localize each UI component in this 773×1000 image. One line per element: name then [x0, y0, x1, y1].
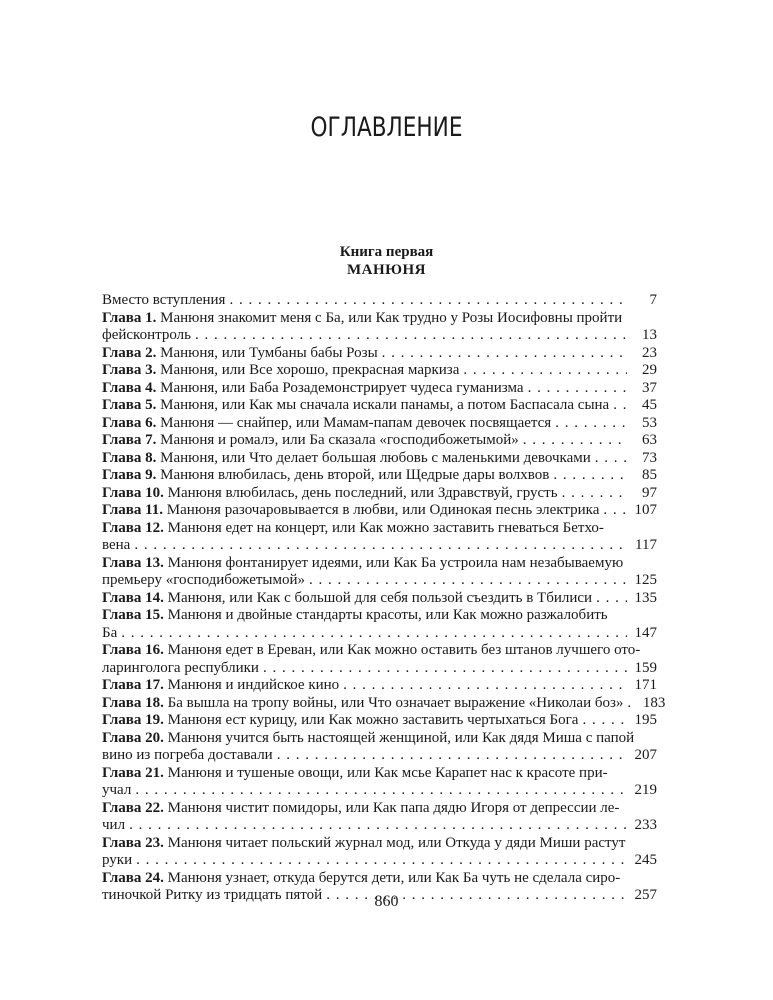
book-label: Книга первая — [339, 244, 434, 260]
leader-dots — [463, 362, 627, 380]
entry-page-number: 183 — [642, 694, 666, 711]
toc-entry-line — [102, 327, 657, 345]
toc-entry — [102, 292, 657, 310]
toc-entry — [102, 800, 657, 835]
entry-page-number: 125 — [634, 572, 657, 588]
chapter-title: Манюня влюбилась, день последний, или Здравствуй, грусть — [163, 484, 558, 501]
toc-entry — [102, 450, 657, 468]
entry-page-number: 117 — [635, 537, 657, 553]
toc-entry — [102, 555, 657, 590]
chapter-title: Манюня фонтанирует идеями, или Как Ба устроила нам незабываемую — [163, 554, 624, 571]
chapter-label: Глава 19. — [102, 712, 164, 728]
toc-entry-first-line — [102, 607, 657, 625]
leader-dots — [528, 380, 627, 398]
leader-dots — [613, 397, 627, 415]
chapter-label: Глава 16. — [102, 642, 164, 658]
toc-entry — [102, 642, 657, 677]
chapter-label: Глава 2. — [102, 344, 157, 361]
toc-entry — [102, 345, 657, 363]
leader-dots — [136, 852, 627, 870]
chapter-title: Ба вышла на тропу войны, или Что означает выражение «Николаи боз» — [163, 694, 624, 711]
chapter-title-continued: вена — [102, 537, 131, 553]
leader-dots — [309, 572, 627, 590]
chapter-label: Глава 10. — [102, 484, 164, 501]
entry-page-number: 29 — [642, 362, 657, 378]
chapter-label: Глава 6. — [102, 414, 157, 431]
page-title: ОГЛАВЛЕНИЕ — [310, 112, 463, 143]
toc-entry-text — [102, 415, 551, 433]
toc-entry-line — [102, 415, 657, 433]
toc-entry-first-line — [102, 870, 657, 888]
chapter-label: Глава 4. — [102, 379, 157, 396]
toc-entry-line — [102, 485, 657, 503]
chapter-label: Глава 11. — [102, 502, 164, 518]
chapter-title: Манюня и тушеные овощи, или Как мсье Карапет нас к красоте при- — [163, 764, 608, 781]
toc-entry — [102, 310, 657, 345]
toc-entry-first-line — [102, 835, 657, 853]
toc-entry-line — [102, 852, 657, 870]
toc-entry — [102, 467, 657, 485]
entry-page-number: 135 — [634, 589, 657, 606]
chapter-label: Глава 24. — [102, 869, 164, 886]
toc-entry — [102, 380, 657, 398]
chapter-label: Глава 20. — [102, 729, 164, 746]
chapter-title: Манюня едет в Ереван, или Как можно оставить без штанов лучшего ото- — [163, 642, 641, 658]
entry-page-number: 107 — [634, 502, 657, 518]
leader-dots — [582, 712, 627, 730]
chapter-title: Манюня, или Что делает большая любовь с маленькими девочками — [156, 449, 591, 466]
toc-entry-text — [102, 782, 131, 800]
toc-entry-line — [102, 397, 657, 415]
toc-entry-line — [102, 712, 657, 730]
entry-page-number: 37 — [642, 379, 657, 396]
toc-entry-line — [102, 694, 666, 713]
entry-page-number: 7 — [649, 292, 657, 308]
toc-entry — [102, 397, 657, 415]
leader-dots — [382, 345, 627, 363]
toc-entry-text — [102, 852, 132, 870]
toc-entry-line — [102, 677, 657, 695]
toc-entry — [102, 730, 657, 765]
toc-entry-text — [102, 677, 339, 695]
entry-page-number: 147 — [634, 624, 657, 641]
chapter-title-continued: ларинголога республики — [102, 659, 259, 676]
entry-page-number: 73 — [642, 449, 657, 466]
chapter-title: Манюня, или Тумбаны бабы Розы — [156, 344, 378, 361]
leader-dots — [195, 327, 627, 345]
table-of-contents — [102, 292, 666, 905]
toc-entry-text — [102, 397, 609, 415]
chapter-title: Манюня разочаровывается в любви, или Одинокая песнь электрика — [163, 502, 600, 518]
toc-entry-line — [102, 817, 657, 835]
chapter-title: Манюня, или Как с большой для себя пользой съездить в Тбилиси — [163, 589, 593, 606]
page-number: 860 — [374, 893, 399, 910]
leader-dots — [562, 485, 627, 503]
toc-entry-line — [102, 572, 657, 590]
entry-page-number: 159 — [634, 659, 657, 676]
chapter-label: Глава 22. — [102, 799, 164, 816]
chapter-label: Глава 7. — [102, 432, 157, 448]
entry-page-number: 23 — [642, 344, 657, 361]
toc-entry-text — [102, 660, 259, 678]
toc-entry-first-line — [102, 520, 657, 538]
leader-dots — [523, 432, 627, 450]
chapter-title: Манюня знакомит меня с Ба, или Как трудно у Розы Иосифовны пройти — [156, 309, 623, 326]
toc-entry-text — [102, 485, 558, 503]
toc-entry-text — [102, 450, 591, 468]
toc-entry-line — [102, 467, 657, 485]
toc-entry-first-line — [102, 310, 657, 328]
chapter-label: Глава 23. — [102, 834, 164, 851]
toc-entry — [102, 432, 657, 450]
toc-entry-line — [102, 502, 657, 520]
toc-entry-line — [102, 782, 657, 800]
toc-entry — [102, 765, 657, 800]
entry-page-number: 257 — [634, 887, 657, 903]
entry-page-number: 63 — [642, 432, 657, 448]
chapter-label: Глава 9. — [102, 467, 157, 483]
toc-entry-line — [102, 625, 657, 643]
toc-entry — [102, 590, 657, 608]
entry-page-number: 233 — [634, 817, 657, 833]
chapter-title-continued: учал — [102, 782, 132, 798]
chapter-label: Глава 21. — [102, 764, 164, 781]
toc-entry-text — [102, 432, 519, 450]
toc-entry — [102, 485, 657, 503]
leader-dots — [343, 677, 627, 695]
entry-page-number: 13 — [642, 327, 657, 343]
chapter-label: Глава 13. — [102, 554, 164, 571]
chapter-label: Глава 17. — [102, 677, 164, 693]
toc-entry-line — [102, 450, 657, 468]
entry-page-number: 245 — [634, 852, 657, 868]
toc-entry — [102, 677, 657, 695]
chapter-title-continued: Ба — [102, 624, 118, 641]
chapter-title: Манюня учится быть настоящей женщиной, или Как дядя Миша с папой — [163, 729, 635, 746]
chapter-title-continued: премьеру «господибожетымой» — [102, 572, 306, 588]
chapter-label: Глава 15. — [102, 607, 164, 623]
entry-page-number: 207 — [634, 747, 657, 763]
leader-dots — [121, 625, 627, 643]
chapter-title-continued: фейсконтроль — [102, 327, 191, 343]
chapter-label: Глава 8. — [102, 449, 157, 466]
toc-entry-line — [102, 362, 657, 380]
toc-entry-text — [102, 712, 578, 730]
toc-entry-text — [102, 625, 117, 643]
leader-dots — [135, 782, 627, 800]
chapter-title: Манюня — снайпер, или Мамам-папам девочек посвящается — [156, 414, 552, 431]
toc-entry-first-line — [102, 730, 657, 748]
leader-dots — [134, 537, 627, 555]
chapter-title-continued: руки — [102, 852, 133, 868]
toc-entry-text — [102, 327, 191, 345]
toc-entry-text — [102, 502, 599, 520]
toc-entry-first-line — [102, 765, 657, 783]
leader-dots — [603, 502, 627, 520]
chapter-title: Манюня, или Баба Розадемонстрирует чудеса гуманизма — [156, 379, 524, 396]
book-name: МАНЮНЯ — [346, 262, 427, 278]
chapter-title: Манюня чистит помидоры, или Как папа дядю Игоря от депрессии ле- — [163, 799, 620, 816]
toc-entry-text — [102, 362, 459, 380]
toc-entry-text — [102, 467, 549, 485]
toc-entry-text — [102, 380, 524, 398]
toc-entry-text — [102, 747, 273, 765]
chapter-title-continued: чил — [102, 817, 126, 833]
leader-dots — [263, 660, 627, 678]
chapter-title: Манюня, или Как мы сначала искали панамы, а потом Баспасала сына — [156, 397, 610, 413]
toc-entry — [102, 607, 657, 642]
chapter-label: Глава 5. — [102, 397, 157, 413]
leader-dots — [277, 747, 627, 765]
leader-dots — [596, 590, 627, 608]
chapter-title-continued: тиночкой Ритку из тридцать пятой — [102, 887, 323, 903]
toc-entry-line — [102, 292, 657, 310]
toc-entry-line — [102, 660, 657, 678]
chapter-title: Манюня, или Все хорошо, прекрасная маркиза — [156, 362, 460, 378]
toc-entry — [102, 362, 657, 380]
chapter-label: Глава 18. — [102, 694, 164, 711]
toc-entry-first-line — [102, 642, 657, 660]
entry-page-number: 171 — [634, 677, 657, 693]
toc-entry-line — [102, 432, 657, 450]
chapter-title: Манюня читает польский журнал мод, или Откуда у дяди Миши растут — [163, 834, 626, 851]
leader-dots — [129, 817, 627, 835]
chapter-title: Манюня влюбилась, день второй, или Щедрые дары волхвов — [156, 467, 550, 483]
entry-page-number: 219 — [634, 782, 657, 798]
chapter-title: Вместо вступления — [102, 292, 226, 308]
leader-dots — [553, 467, 627, 485]
toc-entry-line — [102, 537, 657, 555]
leader-dots — [595, 450, 627, 468]
toc-entry-first-line — [102, 800, 657, 818]
toc-entry-text — [102, 572, 305, 590]
chapter-title: Манюня и ромалэ, или Ба сказала «господибожетымой» — [156, 432, 519, 448]
chapter-title: Манюня едет на концерт, или Как можно заставить гневаться Бетхо- — [163, 519, 604, 536]
toc-entry — [102, 694, 666, 713]
toc-entry-text — [102, 590, 592, 608]
chapter-title: Манюня узнает, откуда берутся дети, или Как Ба чуть не сделала сиро- — [163, 869, 621, 886]
chapter-title: Манюня и индийское кино — [163, 677, 340, 693]
leader-dots — [555, 415, 627, 433]
toc-entry — [102, 415, 657, 433]
chapter-label: Глава 14. — [102, 589, 164, 606]
chapter-label: Глава 3. — [102, 362, 157, 378]
toc-entry-text — [102, 817, 125, 835]
chapter-title: Манюня ест курицу, или Как можно заставить чертыхаться Бога — [163, 712, 579, 728]
chapter-label: Глава 12. — [102, 519, 164, 536]
toc-entry — [102, 712, 657, 730]
toc-entry-line — [102, 345, 657, 363]
toc-entry-line — [102, 590, 657, 608]
leader-dots — [229, 292, 627, 310]
toc-entry-text — [102, 537, 130, 555]
chapter-label: Глава 1. — [102, 309, 157, 326]
toc-entry-text — [102, 292, 225, 310]
toc-entry — [102, 520, 657, 555]
chapter-title-continued: вино из погреба доставали — [102, 747, 273, 763]
entry-page-number: 53 — [642, 414, 657, 431]
chapter-title: Манюня и двойные стандарты красоты, или Как можно разжалобить — [163, 607, 608, 623]
toc-entry-text — [102, 695, 623, 713]
toc-entry — [102, 835, 657, 870]
entry-page-number: 45 — [642, 397, 657, 413]
entry-page-number: 97 — [642, 484, 657, 501]
leader-dots — [627, 695, 635, 713]
entry-page-number: 85 — [642, 467, 657, 483]
toc-entry-first-line — [102, 555, 657, 573]
toc-entry-text — [102, 345, 378, 363]
toc-entry-line — [102, 380, 657, 398]
toc-entry-line — [102, 747, 657, 765]
toc-entry — [102, 502, 657, 520]
entry-page-number: 195 — [634, 712, 657, 728]
